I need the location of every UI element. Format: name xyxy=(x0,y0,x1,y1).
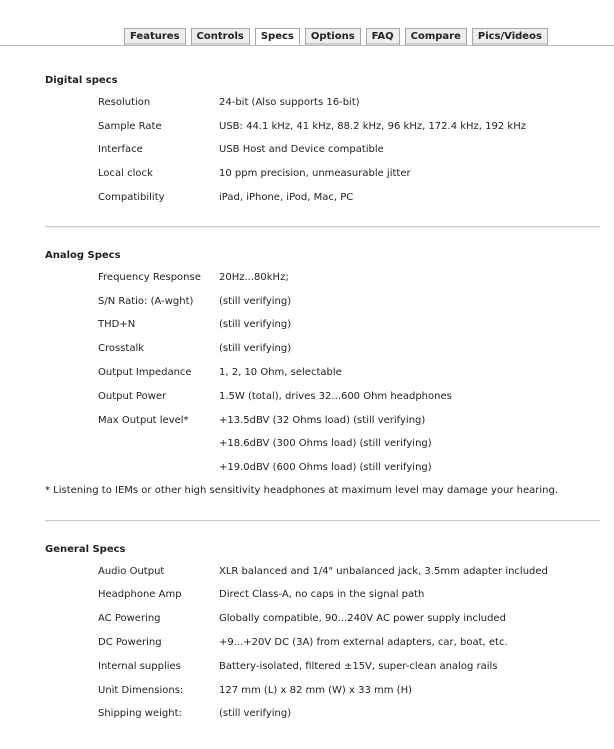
tab-pics-videos[interactable]: Pics/Videos xyxy=(472,28,548,45)
section-divider xyxy=(45,520,600,522)
spec-label: Compatibility xyxy=(98,192,165,203)
spec-label: THD+N xyxy=(98,319,136,330)
spec-label: Max Output level* xyxy=(98,415,189,426)
spec-label: Resolution xyxy=(98,97,151,108)
tab-features[interactable]: Features xyxy=(124,28,186,45)
spec-label: S/N Ratio: (A-wght) xyxy=(98,296,194,307)
spec-value: 24-bit (Also supports 16-bit) xyxy=(219,97,360,108)
spec-value: 127 mm (L) x 82 mm (W) x 33 mm (H) xyxy=(219,685,412,696)
spec-value: (still verifying) xyxy=(219,319,292,330)
section-title-analog: Analog Specs xyxy=(45,250,121,261)
tab-specs[interactable]: Specs xyxy=(255,28,300,46)
spec-value: +9...+20V DC (3A) from external adapters, car, boat, etc. xyxy=(219,637,508,648)
tab-bar xyxy=(0,0,614,46)
tab-options[interactable]: Options xyxy=(305,28,361,45)
spec-label: Internal supplies xyxy=(98,661,181,672)
spec-value: USB Host and Device compatible xyxy=(219,144,384,155)
spec-value: (still verifying) xyxy=(219,708,292,719)
section-title-digital: Digital specs xyxy=(45,75,118,86)
spec-label: Unit Dimensions: xyxy=(98,685,184,696)
spec-value: 10 ppm precision, unmeasurable jitter xyxy=(219,168,411,179)
section-divider xyxy=(45,226,600,228)
spec-label: Output Power xyxy=(98,391,167,402)
spec-value: +13.5dBV (32 Ohms load) (still verifying) xyxy=(219,415,426,426)
spec-value: +18.6dBV (300 Ohms load) (still verifying) xyxy=(219,438,432,449)
spec-value: Globally compatible, 90...240V AC power supply included xyxy=(219,613,506,624)
spec-value: 20Hz...80kHz; xyxy=(219,272,289,283)
spec-value: Direct Class-A, no caps in the signal path xyxy=(219,589,425,600)
spec-value: +19.0dBV (600 Ohms load) (still verifying) xyxy=(219,462,432,473)
spec-value: 1.5W (total), drives 32...600 Ohm headphones xyxy=(219,391,452,402)
spec-label: Interface xyxy=(98,144,143,155)
tab-compare[interactable]: Compare xyxy=(405,28,467,45)
section-title-general: General Specs xyxy=(45,544,126,555)
spec-label: Headphone Amp xyxy=(98,589,182,600)
spec-value: 1, 2, 10 Ohm, selectable xyxy=(219,367,342,378)
tab-bar-divider xyxy=(0,45,614,46)
spec-label: AC Powering xyxy=(98,613,161,624)
spec-value: Battery-isolated, filtered ±15V, super-clean analog rails xyxy=(219,661,498,672)
spec-label: Frequency Response xyxy=(98,272,201,283)
spec-label: Crosstalk xyxy=(98,343,145,354)
spec-value: XLR balanced and 1/4" unbalanced jack, 3.5mm adapter included xyxy=(219,566,548,577)
spec-value: USB: 44.1 kHz, 41 kHz, 88.2 kHz, 96 kHz, 172.4 kHz, 192 kHz xyxy=(219,121,526,132)
spec-label: Local clock xyxy=(98,168,153,179)
spec-value: (still verifying) xyxy=(219,343,292,354)
tab-controls[interactable]: Controls xyxy=(191,28,250,45)
spec-value: (still verifying) xyxy=(219,296,292,307)
spec-value: iPad, iPhone, iPod, Mac, PC xyxy=(219,192,354,203)
spec-label: DC Powering xyxy=(98,637,162,648)
tabs xyxy=(124,28,548,46)
spec-label: Sample Rate xyxy=(98,121,162,132)
spec-label: Output Impedance xyxy=(98,367,192,378)
spec-label: Shipping weight: xyxy=(98,708,182,719)
hearing-warning-footnote: * Listening to IEMs or other high sensitivity headphones at maximum level may damage your hearing. xyxy=(45,485,559,496)
spec-label: Audio Output xyxy=(98,566,165,577)
tab-faq[interactable]: FAQ xyxy=(366,28,400,45)
